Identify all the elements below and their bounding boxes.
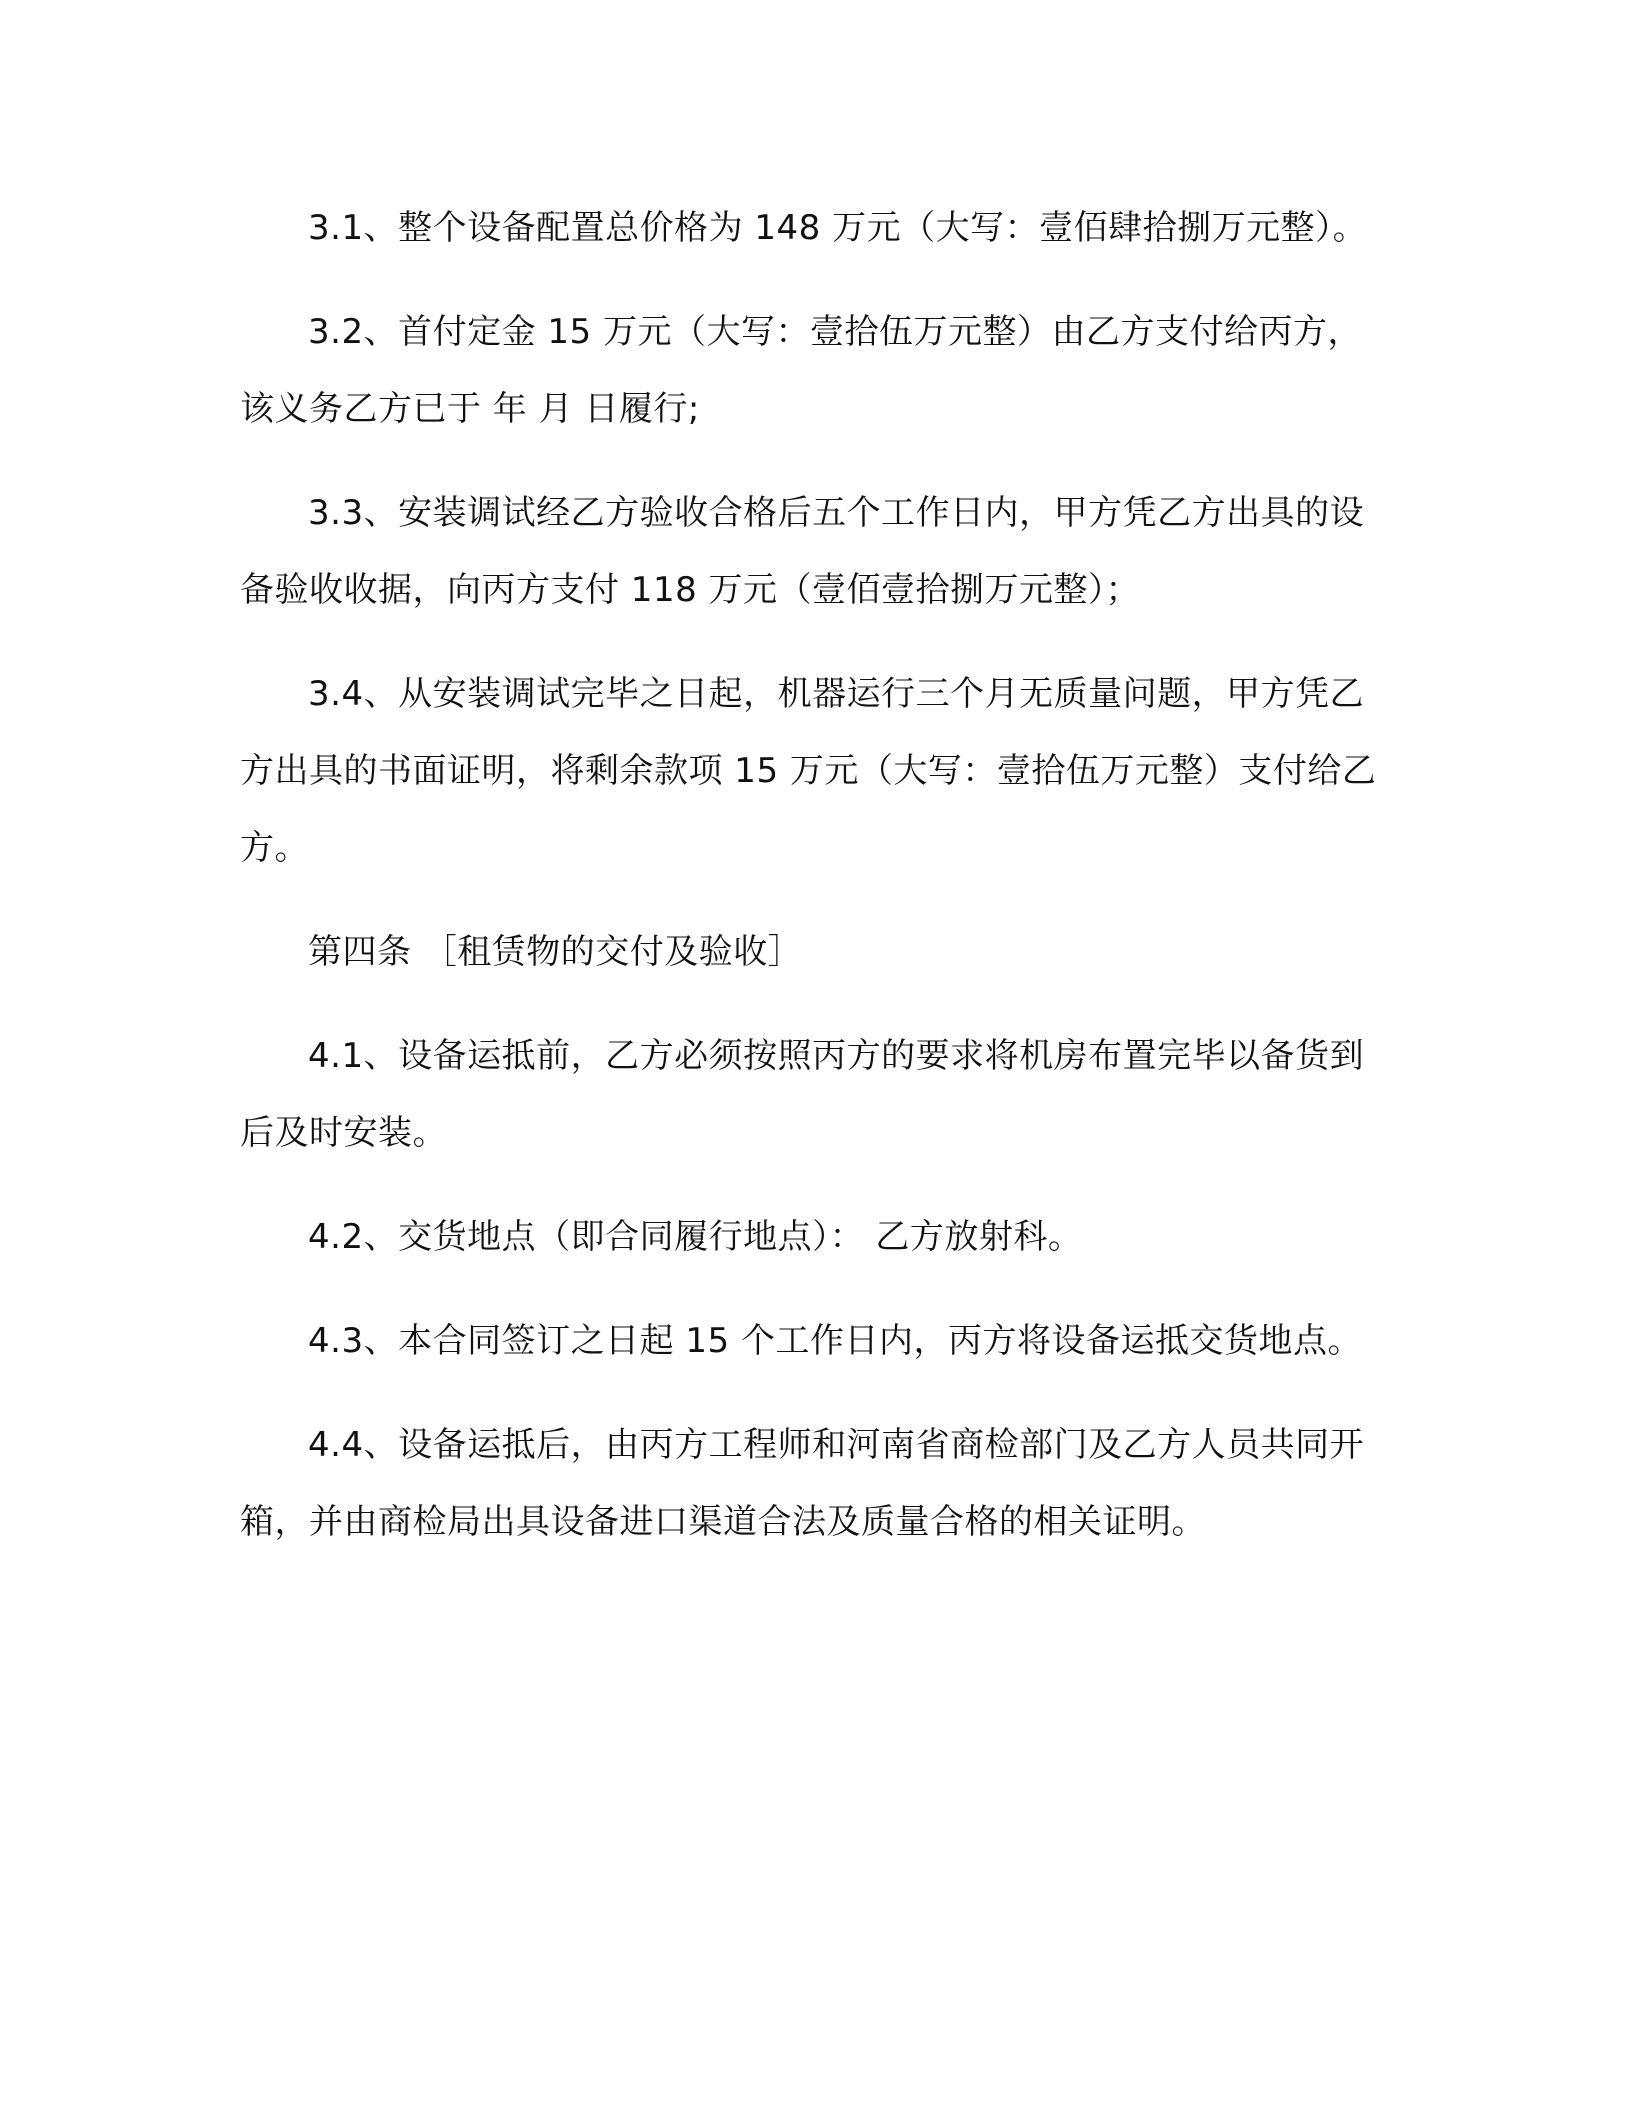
paragraph-gap [240,887,1392,914]
clause-3-4: 3.4、从安装调试完毕之日起，机器运行三个月无质量问题，甲方凭乙方出具的书面证明，将剩余款项 15 万元（大写：壹拾伍万元整）支付给乙方。 [240,674,1377,868]
clause-4-1: 4.1、设备运抵前，乙方必须按照丙方的要求将机房布置完毕以备货到后及时安装。 [240,1036,1365,1153]
paragraph-gap [240,267,1392,294]
clause-3-2: 3.2、首付定金 15 万元（大写：壹拾伍万元整）由乙方支付给丙方，该义务乙方已于 年 月 日履行; [240,312,1362,429]
clause-3-1: 3.1、整个设备配置总价格为 148 万元（大写：壹佰肆拾捌万元整）。 [308,208,1368,248]
paragraph-gap [240,991,1392,1018]
paragraph-gap [240,448,1392,475]
clause-3-3: 3.3、安装调试经乙方验收合格后五个工作日内，甲方凭乙方出具的设备验收收据，向丙方支付 118 万元（壹佰壹拾捌万元整）； [240,493,1365,610]
paragraph-gap [240,629,1392,656]
clause-4-3: 4.3、本合同签订之日起 15 个工作日内，丙方将设备运抵交货地点。 [308,1321,1362,1361]
paragraph-gap [240,1172,1392,1199]
clause-4-2: 4.2、交货地点（即合同履行地点）： 乙方放射科。 [308,1217,1083,1257]
paragraph-gap [240,1276,1392,1303]
document-body [240,190,1392,1561]
article-4-heading: 第四条 ［租赁物的交付及验收］ [308,932,803,972]
paragraph-gap [240,1380,1392,1407]
clause-4-4: 4.4、设备运抵后，由丙方工程师和河南省商检部门及乙方人员共同开箱，并由商检局出具设备进口渠道合法及质量合格的相关证明。 [240,1425,1365,1542]
